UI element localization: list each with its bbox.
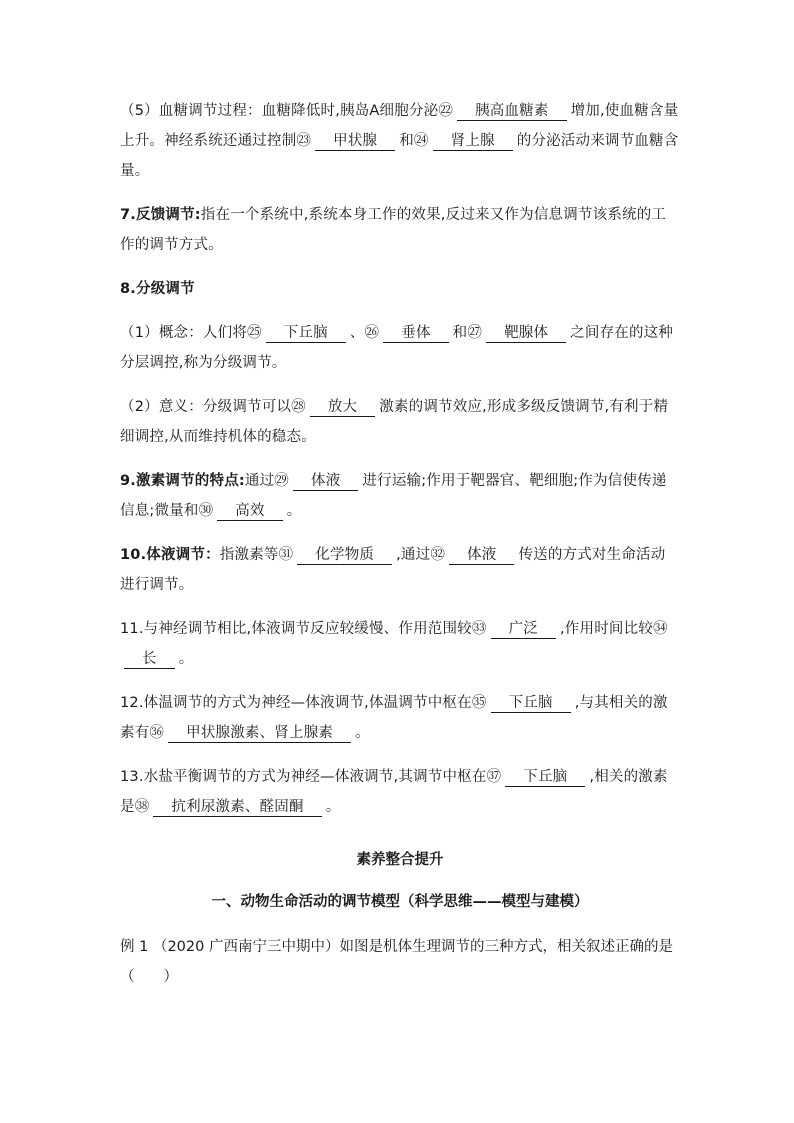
document-page [120, 96, 680, 1007]
answer-blank: 下丘脑 [266, 324, 346, 343]
answer-blank: 肾上腺 [433, 132, 513, 151]
answer-blank: 垂体 [383, 324, 448, 343]
answer-blank: 体液 [293, 472, 358, 491]
paragraph-temperature: 12.体温调节的方式为神经—体液调节,体温调节中枢在㉟ 下丘脑 ,与其相关的激素有㊱ 甲状腺激素、肾上腺素 。 [120, 695, 668, 741]
item-heading: 9.激素调节的特点: [120, 473, 245, 489]
paragraph-water-salt: 13.水盐平衡调节的方式为神经—体液调节,其调节中枢在㊲ 下丘脑 ,相关的激素是㊳ 抗利尿激素、醛固酮 。 [120, 769, 668, 815]
answer-blank: 胰高血糖素 [457, 102, 567, 121]
answer-blank: 甲状腺 [315, 132, 395, 151]
paragraph-hormone-features: 9.激素调节的特点:通过㉙ 体液 进行运输;作用于靶器官、靶细胞;作为信使传递信息;微量和㉚ 高效 。 [120, 473, 667, 519]
answer-blank: 放大 [310, 398, 375, 417]
answer-blank: 甲状腺激素、肾上腺素 [168, 724, 351, 743]
item-heading: 10.体液调节： [120, 547, 220, 563]
subsection-title: 一、动物生命活动的调节模型（科学思维——模型与建模） [211, 894, 589, 910]
paragraph-feedback: 7.反馈调节:指在一个系统中,系统本身工作的效果,反过来又作为信息调节该系统的工作的调节方式。 [120, 207, 667, 253]
answer-blank: 广泛 [491, 620, 556, 639]
item-heading-hierarchical: 8.分级调节 [120, 281, 195, 297]
answer-blank: 下丘脑 [505, 768, 585, 787]
paragraph-significance: （2）意义：分级调节可以㉘ 放大 激素的调节效应,形成多级反馈调节,有利于精细调控,从而维持机体的稳态。 [120, 399, 669, 445]
section-title: 素养整合提升 [356, 852, 444, 868]
item-heading: 7.反馈调节: [120, 207, 201, 223]
answer-blank: 化学物质 [297, 546, 392, 565]
example-question: 例 1 （2020 广西南宁三中期中）如图是机体生理调节的三种方式，相关叙述正确的是 （ ） [120, 939, 673, 985]
paragraph-humoral-regulation: 10.体液调节：指激素等㉛ 化学物质 ,通过㉜ 体液 传送的方式对生命活动进行调节。 [120, 547, 666, 593]
paragraph-concept: （1）概念：人们将㉕ 下丘脑 、㉖ 垂体 和㉗ 靶腺体 之间存在的这种分层调控,称为分级调节。 [120, 325, 674, 371]
paragraph-blood-sugar: （5）血糖调节过程：血糖降低时,胰岛A细胞分泌㉒ 胰高血糖素 增加,使血糖含量上升。神经系统还通过控制㉓ 甲状腺 和㉔ 肾上腺 的分泌活动来调节血糖含量。 [120, 103, 679, 179]
answer-blank: 下丘脑 [491, 694, 571, 713]
paragraph-comparison: 11.与神经调节相比,体液调节反应较缓慢、作用范围较㉝ 广泛 ,作用时间比较㉞长 。 [120, 621, 668, 667]
answer-blank: 靶腺体 [486, 324, 566, 343]
answer-blank: 高效 [217, 502, 282, 521]
answer-blank: 体液 [449, 546, 514, 565]
answer-bracket: （ ） [120, 969, 178, 985]
answer-blank: 长 [124, 650, 175, 669]
answer-blank: 抗利尿激素、醛固酮 [153, 798, 321, 817]
